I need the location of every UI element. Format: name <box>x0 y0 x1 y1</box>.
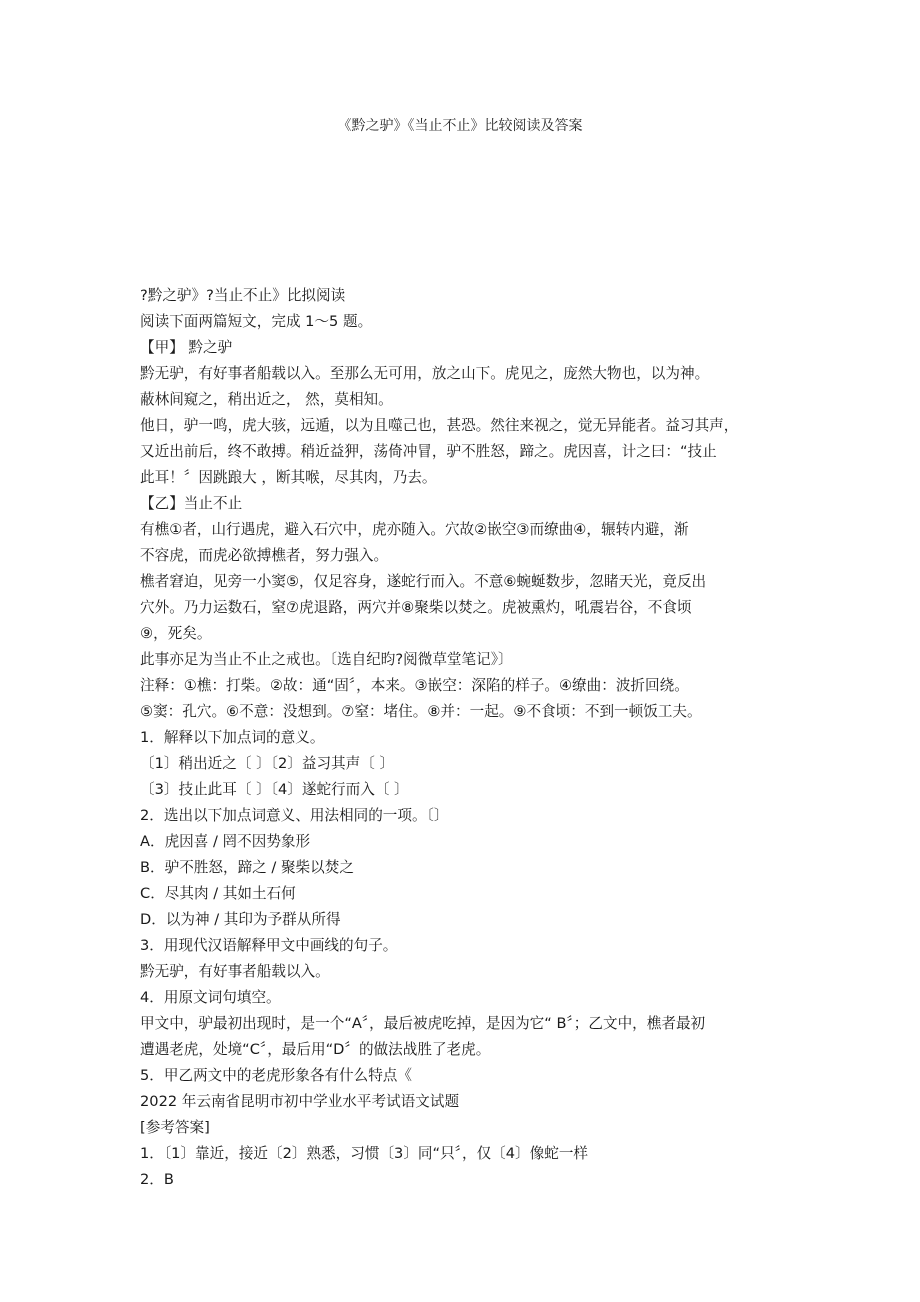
text-line: 2022 年云南省昆明市初中学业水平考试语文试题 <box>140 1093 460 1110</box>
text-line: ⑨，死矣。 <box>140 625 212 642</box>
text-line: 5．甲乙两文中的老虎形象各有什么特点《 <box>140 1067 412 1084</box>
text-line: 他日，驴一鸣，虎大骇，远遁，以为且噬己也，甚恐。然往来视之，觉无异能者。益习其声， <box>140 417 739 434</box>
text-line: 甲文中，驴最初出现时，是一个“A〞，最后被虎吃掉，是因为它“ B〞；乙文中，樵者最初 <box>140 1015 706 1032</box>
text-line: 注释：①樵：打柴。②故：通“固〞，本来。③嵌空：深陷的样子。④缭曲：波折回绕。 <box>140 677 689 694</box>
text-line: 又近出前后，终不敢搏。稍近益狎，荡倚冲冒，驴不胜怒，蹄之。虎因喜，计之曰：“技止 <box>140 443 717 460</box>
text-line: D．以为神 / 其印为予群从所得 <box>140 911 341 928</box>
text-line: 此事亦足为当止不止之戒也。〔选自纪昀?阅微草堂笔记》〕 <box>140 651 513 668</box>
text-line: 不容虎，而虎必欲搏樵者，努力强入。 <box>140 547 389 564</box>
text-line: 此耳！〞因跳踉大 ，断其喉，尽其肉，乃去。 <box>140 469 437 486</box>
text-line: 1．解释以下加点词的意义。 <box>140 729 325 746</box>
text-line: ?黔之驴》?当止不止》比拟阅读 <box>140 287 346 304</box>
text-line: 遭遇老虎，处境“C〞，最后用“D〞的做法战胜了老虎。 <box>140 1041 491 1058</box>
document-body <box>140 283 800 1193</box>
text-line: B．驴不胜怒，蹄之 / 聚柴以焚之 <box>140 859 354 876</box>
text-line: 〔3〕技止此耳〔 〕〔4〕遂蛇行而入〔 〕 <box>140 781 409 798</box>
text-line: 2．选出以下加点词意义、用法相同的一项。〔〕 <box>140 807 449 824</box>
text-line: 〔1〕稍出近之〔 〕〔2〕益习其声〔 〕 <box>140 755 395 772</box>
text-line: 穴外。乃力运数石，窒⑦虎退路，两穴并⑧聚柴以焚之。虎被熏灼，吼震岩谷，不食顷 <box>140 599 692 616</box>
document-title: 《黔之驴》《当止不止》比较阅读及答案 <box>337 118 583 134</box>
text-line: 阅读下面两篇短文，完成 1～5 题。 <box>140 313 373 330</box>
text-line: 有樵①者，山行遇虎，避入石穴中，虎亦随入。穴故②嵌空③而缭曲④，辗转内避，渐 <box>140 521 689 538</box>
text-line: 2．B <box>140 1171 174 1188</box>
text-line: A．虎因喜 / 罔不因势象形 <box>140 833 311 850</box>
text-line: [参考答案] <box>140 1119 210 1136</box>
text-line: 1．〔1〕靠近，接近〔2〕熟悉，习惯〔3〕同“只〞，仅〔4〕像蛇一样 <box>140 1145 589 1162</box>
text-line: 蔽林间窥之，稍出近之， 然，莫相知。 <box>140 391 393 408</box>
text-line: 黔无驴，有好事者船载以入。 <box>140 963 330 980</box>
text-line: C．尽其肉 / 其如土石何 <box>140 885 296 902</box>
text-line: 【乙】当止不止 <box>140 495 243 512</box>
text-line: ⑤窦：孔穴。⑥不意：没想到。⑦窒：堵住。⑧并：一起。⑨不食顷：不到一顿饭工夫。 <box>140 703 702 720</box>
text-line: 3．用现代汉语解释甲文中画线的句子。 <box>140 937 398 954</box>
text-line: 黔无驴，有好事者船载以入。至那么无可用，放之山下。虎见之，庞然大物也，以为神。 <box>140 365 710 382</box>
text-line: 樵者窘迫，见旁一小窦⑤，仅足容身，遂蛇行而入。不意⑥蜿蜒数步，忽睹天光，竟反出 <box>140 573 707 590</box>
text-line: 【甲】 黔之驴 <box>140 339 233 356</box>
text-line: 4．用原文词句填空。 <box>140 989 281 1006</box>
